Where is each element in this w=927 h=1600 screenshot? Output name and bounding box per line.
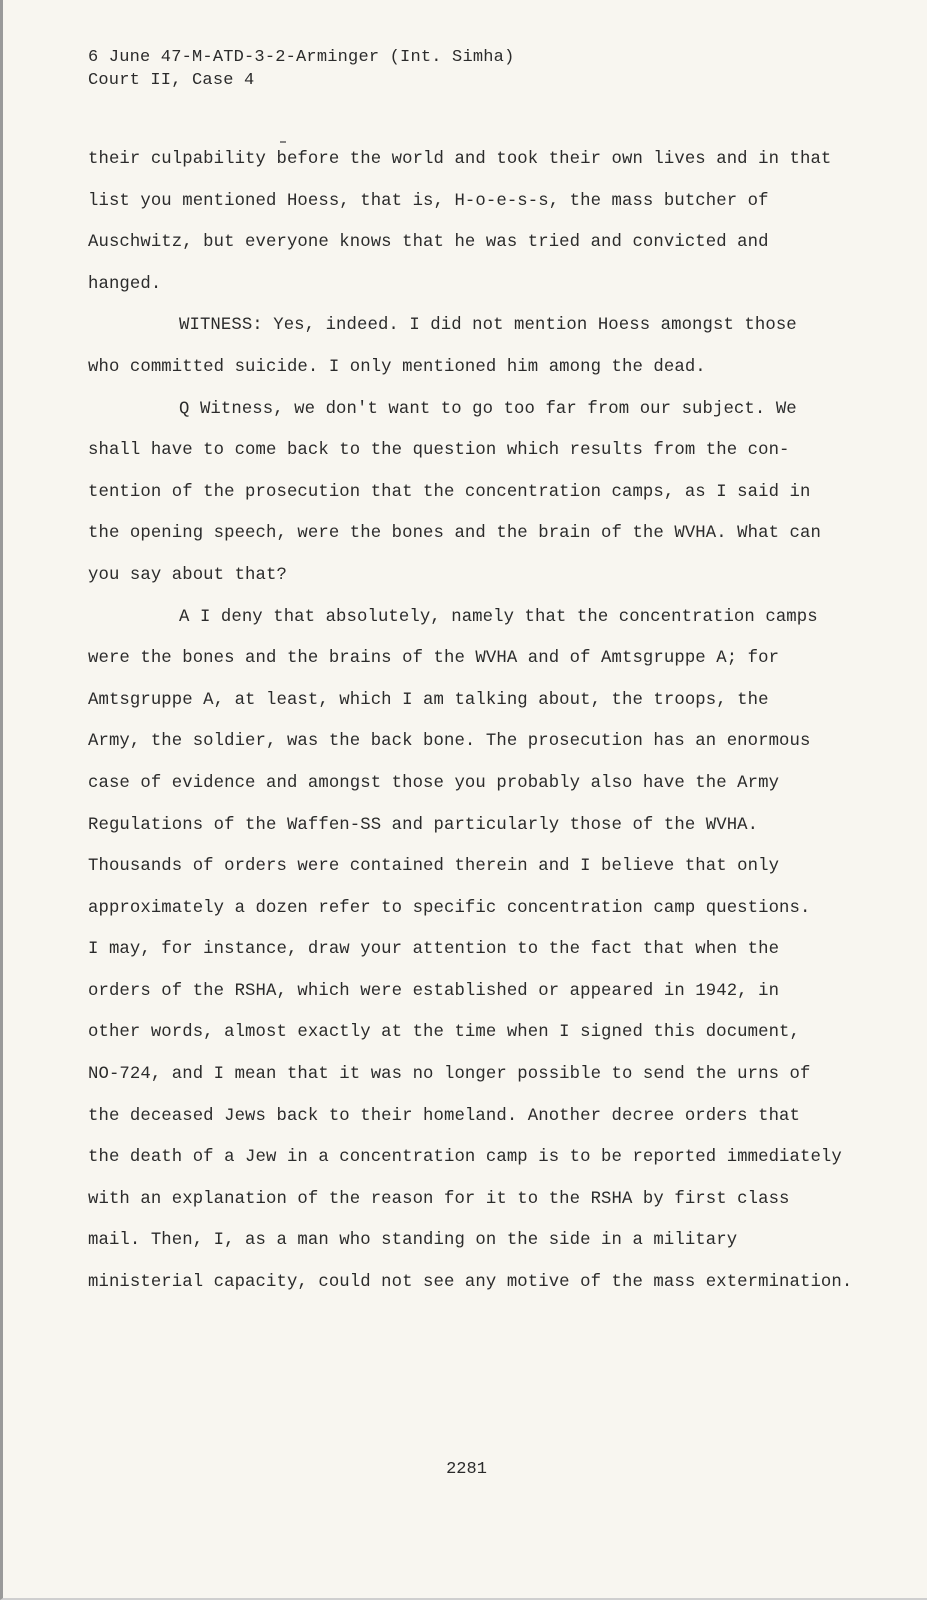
transcript-line: Thousands of orders were contained therein and I believe that only <box>88 857 780 877</box>
transcript-line: Regulations of the Waffen-SS and particularly those of the WVHA. <box>88 815 759 835</box>
header-reference-line: 6 June 47-M-ATD-3-2-Arminger (Int. Simha) <box>88 48 515 67</box>
transcript-body <box>88 148 878 1313</box>
transcript-line: list you mentioned Hoess, that is, H-o-e-s-s, the mass butcher of <box>88 191 769 211</box>
transcript-line: Amtsgruppe A, at least, which I am talking about, the troops, the <box>88 690 769 710</box>
transcript-line: Q Witness, we don't want to go too far from our subject. We <box>179 399 797 419</box>
transcript-line: Army, the soldier, was the back bone. The prosecution has an enormous <box>88 732 811 752</box>
transcript-line: you say about that? <box>88 565 287 585</box>
transcript-line: ministerial capacity, could not see any motive of the mass extermination. <box>88 1273 853 1293</box>
header-court-line: Court II, Case 4 <box>88 71 255 90</box>
transcript-line: hanged. <box>88 274 162 294</box>
transcript-line: with an explanation of the reason for it to the RSHA by first class <box>88 1189 790 1209</box>
page-number: 2281 <box>446 1460 487 1479</box>
transcript-line: mail. Then, I, as a man who standing on the side in a military <box>88 1231 738 1251</box>
transcript-line: orders of the RSHA, which were established or appeared in 1942, in <box>88 981 780 1001</box>
transcript-line: who committed suicide. I only mentioned him among the dead. <box>88 357 706 377</box>
transcript-line: their culpability before the world and took their own lives and in that <box>88 150 832 169</box>
transcript-line: WITNESS: Yes, indeed. I did not mention Hoess amongst those <box>179 316 797 336</box>
transcript-line: the death of a Jew in a concentration camp is to be reported immediately <box>88 1148 842 1168</box>
transcript-line: I may, for instance, draw your attention to the fact that when the <box>88 940 780 960</box>
transcript-line: approximately a dozen refer to specific concentration camp questions. <box>88 898 811 918</box>
stray-mark <box>280 141 286 143</box>
transcript-line: case of evidence and amongst those you probably also have the Army <box>88 773 780 793</box>
transcript-line: the deceased Jews back to their homeland. Another decree orders that <box>88 1106 800 1126</box>
transcript-line: were the bones and the brains of the WVHA and of Amtsgruppe A; for <box>88 649 780 669</box>
transcript-line: Auschwitz, but everyone knows that he was tried and convicted and <box>88 233 769 253</box>
transcript-line: shall have to come back to the question which results from the con- <box>88 441 790 461</box>
transcript-line: NO-724, and I mean that it was no longer possible to send the urns of <box>88 1065 811 1085</box>
transcript-line: tention of the prosecution that the concentration camps, as I said in <box>88 482 811 502</box>
transcript-line: other words, almost exactly at the time when I signed this document, <box>88 1023 800 1043</box>
transcript-line: A I deny that absolutely, namely that the concentration camps <box>179 607 818 627</box>
transcript-line: the opening speech, were the bones and the brain of the WVHA. What can <box>88 524 821 544</box>
document-header <box>88 46 514 92</box>
